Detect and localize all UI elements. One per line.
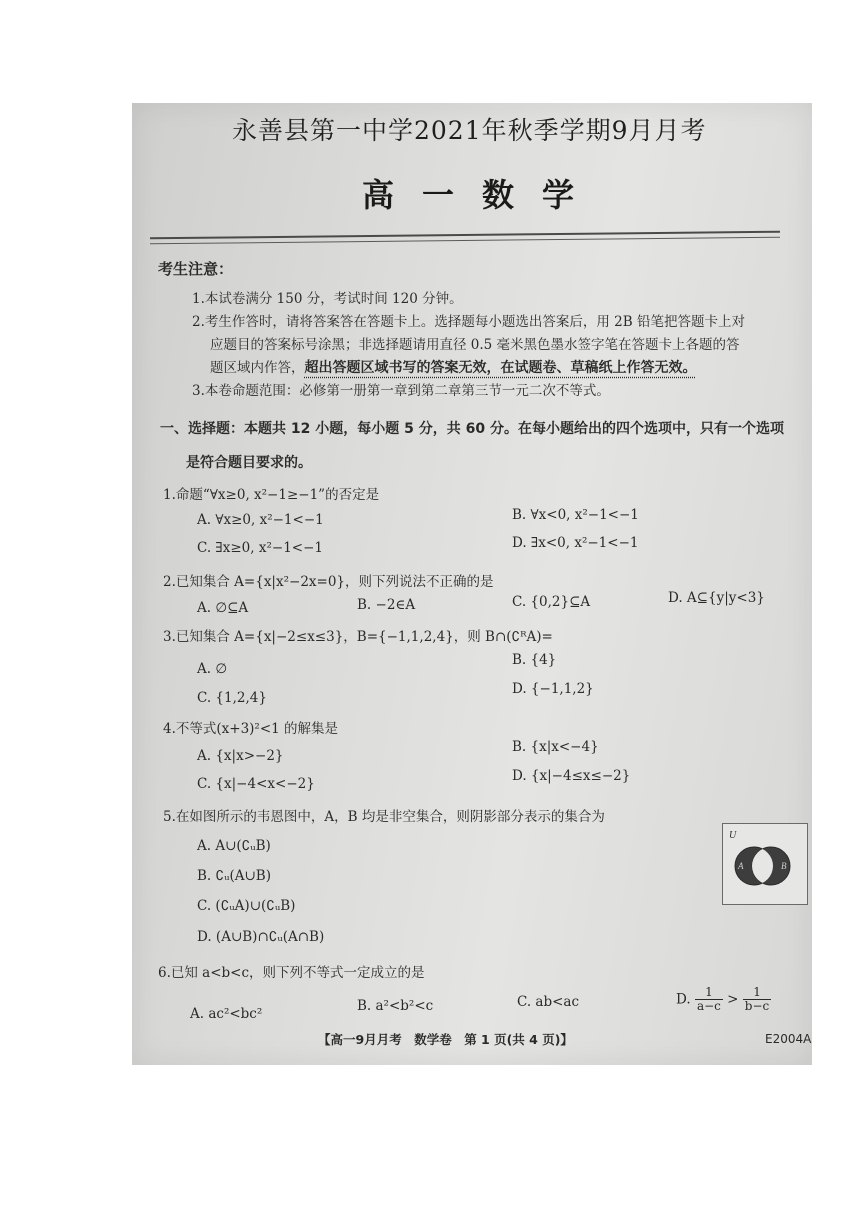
section-1-heading: 一、选择题：本题共 12 小题，每小题 5 分，共 60 分。在每小题给出的四个选项中，只有一个选项: [160, 421, 784, 437]
school-title: 永善县第一中学2021年秋季学期9月月考: [232, 116, 707, 145]
question-1-stem: 1.命题“∀x≥0, x²−1≥−1”的否定是: [163, 487, 380, 503]
notice-item-2-line-2: 应题目的答案标号涂黑；非选择题请用直径 0.5 毫米黑色墨水签字笔在答题卡上各题的答: [210, 337, 740, 353]
venn-label-b: B: [781, 861, 787, 871]
question-1-option-a: A. ∀x≥0, x²−1<−1: [197, 512, 324, 528]
notice-item-1: 1.本试卷满分 150 分，考试时间 120 分钟。: [192, 291, 463, 307]
question-6-stem: 6.已知 a<b<c，则下列不等式一定成立的是: [158, 965, 425, 981]
question-3-option-c: C. {1,2,4}: [197, 690, 267, 706]
subject-title: 高一数学: [362, 176, 603, 214]
venn-diagram-svg: [723, 824, 807, 904]
notice-heading: 考生注意：: [158, 260, 234, 278]
question-4-option-a: A. {x|x>−2}: [197, 748, 284, 764]
question-5-option-a: A. A∪(∁ᵤB): [197, 838, 271, 854]
fraction-left: [695, 986, 723, 1013]
venn-diagram: [722, 823, 808, 905]
question-3-option-d: D. {−1,1,2}: [512, 681, 594, 697]
question-5-option-c: C. (∁ᵤA)∪(∁ᵤB): [197, 898, 296, 914]
question-6-option-d-prefix: D.: [676, 991, 691, 1008]
question-4-stem: 4.不等式(x+3)²<1 的解集是: [163, 721, 339, 737]
question-5-option-d: D. (A∪B)∩∁ᵤ(A∩B): [197, 929, 325, 945]
paper-code: E2004A: [765, 1032, 812, 1046]
venn-label-u: U: [729, 830, 737, 841]
notice-emphasis: 超出答题区域书写的答案无效，在试题卷、草稿纸上作答无效。: [304, 360, 697, 376]
fraction-right-numerator: 1: [743, 986, 771, 1000]
question-4-option-c: C. {x|−4<x<−2}: [197, 776, 315, 792]
notice-item-2-line-3-plain: 题区域内作答，: [210, 360, 305, 376]
question-6-option-d-operator: >: [727, 991, 739, 1008]
fraction-left-denominator: a−c: [696, 999, 721, 1013]
question-2-option-a: A. ∅⊆A: [197, 600, 249, 616]
venn-label-a: A: [738, 861, 744, 871]
question-5-stem: 5.在如图所示的韦恩图中，A，B 均是非空集合，则阴影部分表示的集合为: [163, 809, 605, 825]
fraction-right: [743, 986, 771, 1013]
fraction-right-denominator: b−c: [744, 999, 770, 1013]
notice-item-2-line-1: 2.考生作答时，请将答案答在答题卡上。选择题每小题选出答案后，用 2B 铅笔把答题卡上对: [192, 314, 745, 330]
question-2-option-b: B. −2∈A: [357, 597, 416, 613]
question-2-option-d: D. A⊆{y|y<3}: [668, 590, 765, 606]
question-6-option-b: B. a²<b²<c: [357, 998, 434, 1014]
notice-item-2-line-3: [210, 356, 697, 377]
question-6-option-a: A. ac²<bc²: [190, 1006, 263, 1022]
question-3-option-a: A. ∅: [197, 661, 228, 677]
question-6-option-d: [676, 986, 771, 1013]
question-1-option-c: C. ∃x≥0, x²−1<−1: [197, 540, 323, 556]
question-4-option-b: B. {x|x<−4}: [512, 739, 599, 755]
question-4-option-d: D. {x|−4≤x≤−2}: [512, 768, 631, 784]
question-2-option-c: C. {0,2}⊆A: [512, 594, 591, 610]
notice-item-3: 3.本卷命题范围：必修第一册第一章到第二章第三节一元二次不等式。: [192, 383, 610, 399]
question-1-option-b: B. ∀x<0, x²−1<−1: [512, 507, 639, 523]
section-1-heading-cont: 是符合题目要求的。: [186, 455, 312, 471]
page-footer: 【高一9月月考 数学卷 第 1 页(共 4 页)】: [318, 1032, 573, 1047]
question-3-option-b: B. {4}: [512, 652, 557, 668]
question-1-option-d: D. ∃x<0, x²−1<−1: [512, 535, 639, 551]
question-5-option-b: B. ∁ᵤ(A∪B): [197, 868, 271, 884]
question-3-stem: 3.已知集合 A={x|−2≤x≤3}，B={−1,1,2,4}，则 B∩(∁ᴿA)=: [163, 629, 553, 645]
fraction-left-numerator: 1: [695, 986, 723, 1000]
question-6-option-c: C. ab<ac: [517, 994, 580, 1010]
question-2-stem: 2.已知集合 A={x|x²−2x=0}，则下列说法不正确的是: [163, 574, 494, 590]
